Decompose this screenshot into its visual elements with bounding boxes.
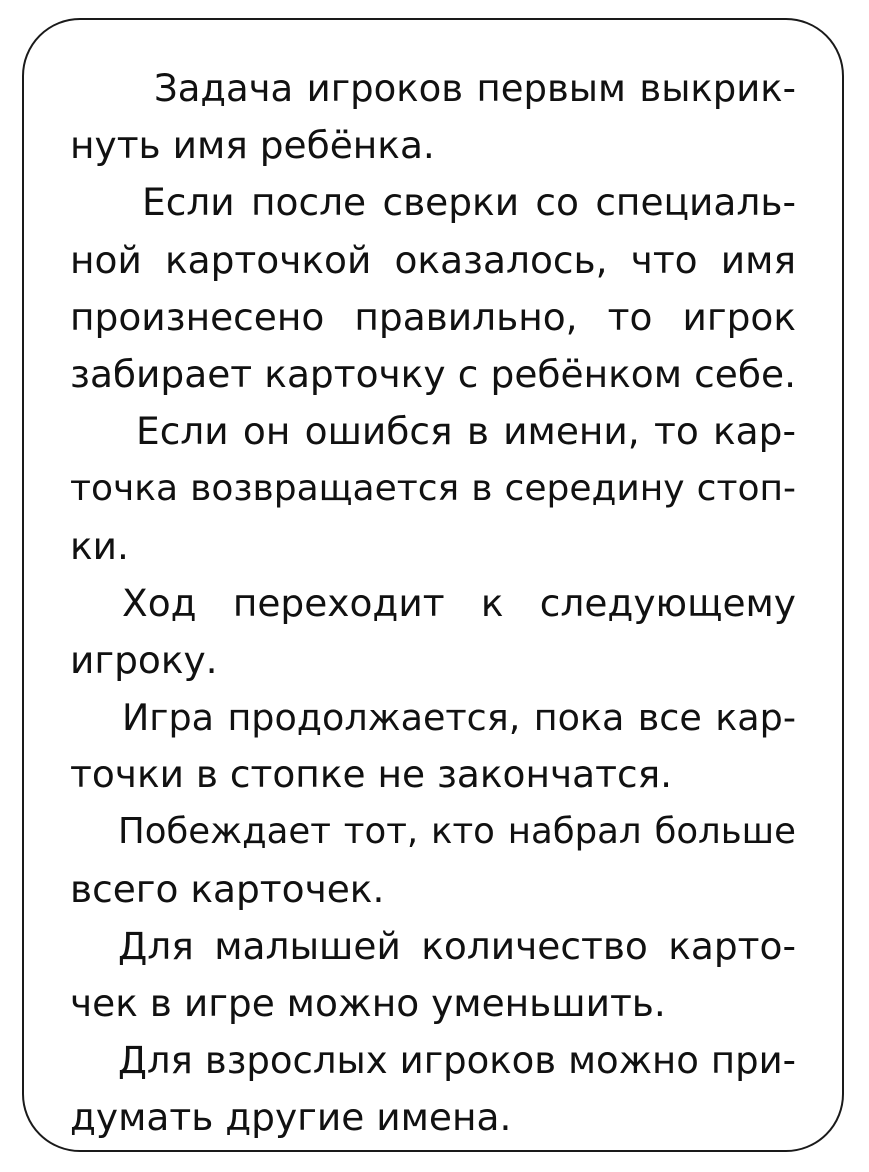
paragraph — [70, 60, 796, 174]
paragraph — [70, 174, 796, 403]
text-line: Побеждает тот, кто набрал больше — [118, 811, 796, 853]
text-line: произнесено правильно, то игрок — [70, 294, 796, 339]
text-line: точка возвращается в середину стоп- — [70, 468, 796, 510]
text-line: ки. — [70, 523, 129, 568]
text-line: думать другие имена. — [70, 1095, 512, 1140]
paragraph — [70, 403, 796, 575]
paragraph — [70, 575, 796, 689]
text-line: нуть имя ребёнка. — [70, 123, 435, 168]
text-line: Если он ошибся в имени, то кар- — [136, 409, 796, 454]
text-line: Задача игроков первым выкрик- — [154, 67, 796, 110]
text-line: забирает карточку с ребёнком себе. — [70, 351, 796, 396]
text-line: ной карточкой оказалось, что имя — [70, 237, 796, 282]
paragraph — [70, 803, 796, 917]
text-line: Если после сверки со специаль- — [142, 180, 796, 225]
text-line: Игра продолжается, пока все кар- — [122, 696, 796, 740]
paragraph — [70, 918, 796, 1032]
text-line: всего карточек. — [70, 866, 385, 911]
text-line: точки в стопке не закончатся. — [70, 752, 673, 797]
paragraph — [70, 1032, 796, 1146]
text-line: Ход переходит к следующему — [122, 580, 796, 625]
text-line: игроку. — [70, 637, 218, 682]
text-line: чек в игре можно уменьшить. — [70, 981, 666, 1025]
rules-text — [70, 60, 796, 1147]
text-line: Для взрослых игроков можно при- — [118, 1039, 796, 1083]
paragraph — [70, 689, 796, 803]
text-line: Для малышей количество карто- — [118, 923, 796, 968]
